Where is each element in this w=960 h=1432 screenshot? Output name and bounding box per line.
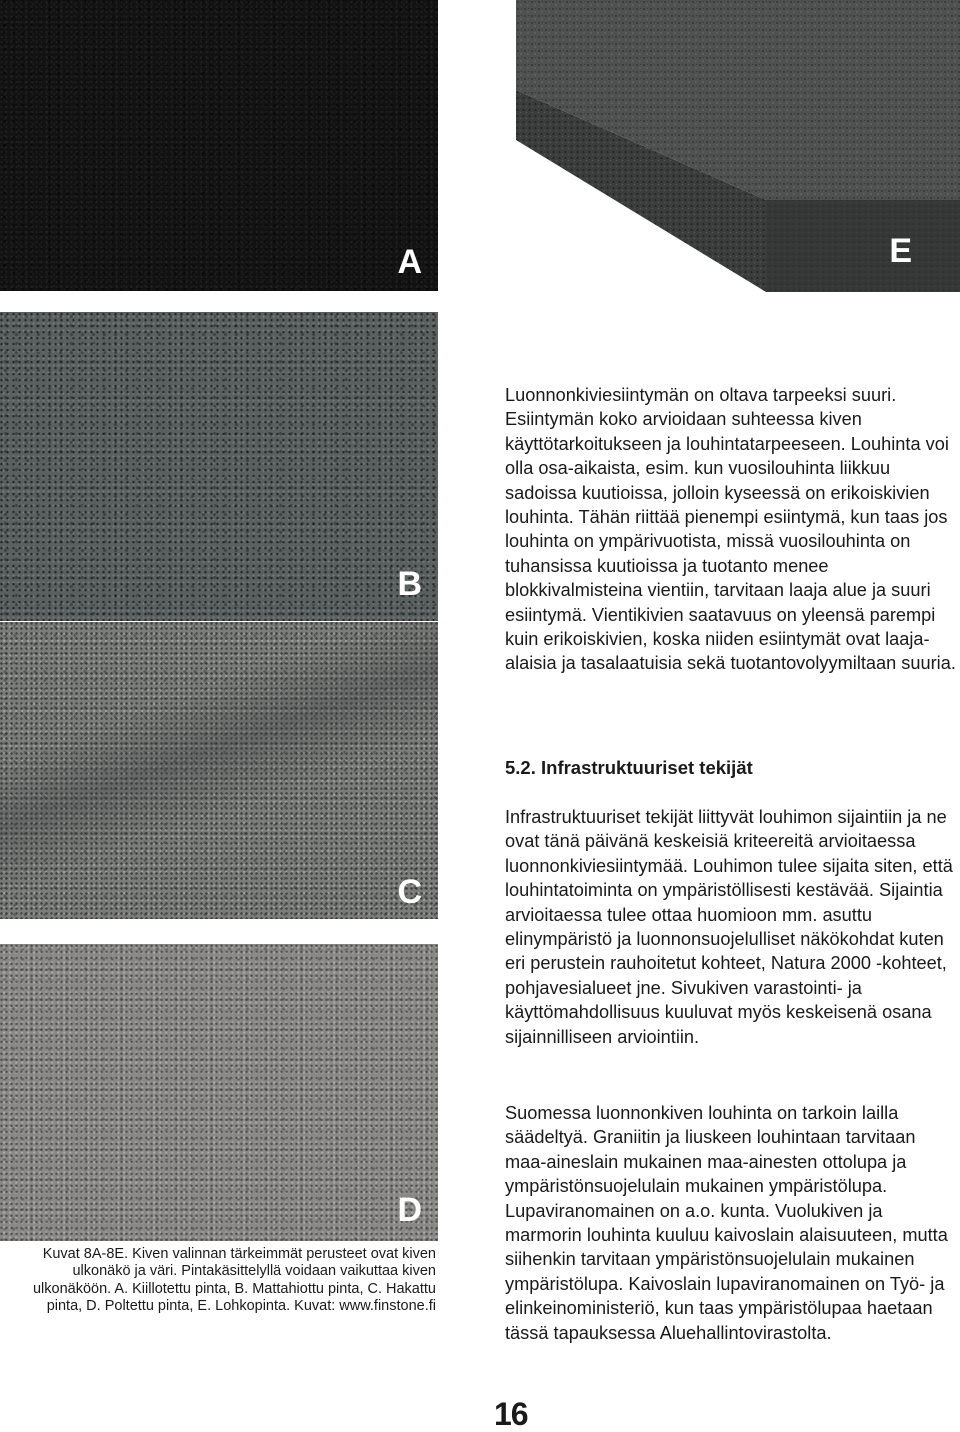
body-paragraph-1: Luonnonkiviesiintymän on oltava tarpeeksi suuri. Esiintymän koko arvioidaan suhteessa kiven käyttötarkoitukseen ja louhintatarpeeseen. Louhinta voi olla osa-aikaista, esim. kun vuosilouhinta liikkuu sadoissa kuutioissa, jolloin kyseessä on erikoiskivien louhinta. Tähän riittää pienempi esiintymä, kun taas jos louhinta on ympärivuotista, missä vuosilouhinta on tuhansissa kuutioissa ja tuotanto menee blokkivalmisteina vientiin, tarvitaan laaja alue ja suuri esiintymä. Vientikivien saatavuus on yleensä parempi kuin erikoiskivien, koska niiden esiintymät ovat laaja-alaisia ja tasalaatuisia sekä tuotantovolyymiltaan suuria. [505,385,956,674]
photo-label-a: A [397,243,422,281]
photo-label-e: E [889,232,912,270]
stone-photo-bush-hammered [0,622,438,919]
section-heading: 5.2. Infrastruktuuriset tekijät [505,757,753,778]
stone-photo-polished [0,0,438,291]
figure-caption: Kuvat 8A-8E. Kiven valinnan tärkeimmät perusteet ovat kiven ulkonäkö ja väri. Pintakäsittelyllä voidaan vaikuttaa kiven ulkonäköön. A. Kiillotettu pinta, B. Mattahiottu pinta, C. Hakattu pinta, D. Poltettu pinta, E. Lohkopinta. Kuvat: www.finstone.fi [32,1246,436,1315]
stone-photo-split-face [516,0,960,292]
stone-photo-honed [0,312,438,621]
photo-label-d: D [397,1191,422,1229]
page-number: 16 [494,1396,528,1432]
photo-label-c: C [397,873,422,911]
body-paragraph-2: Infrastruktuuriset tekijät liittyvät louhimon sijaintiin ja ne ovat tänä päivänä keskeisiä kriteereitä arvioitaessa luonnonkiviesiintymää. Louhimon tulee sijaita siten, että louhintatoiminta on ympäristöllisesti kestävää. Sijaintia arvioitaessa tulee ottaa huomioon mm. asuttu elinympäristö ja luonnonsuojelulliset näkökohdat kuten eri perustein rauhoitetut kohteet, Natura 2000 -kohteet, pohjavesialueet jne. Sivukiven varastointi- ja käyttömahdollisuus kuuluvat myös keskeisenä osana sijainnilliseen arviointiin. [505,807,953,1047]
stone-photo-flamed [0,944,438,1241]
photo-label-b: B [397,565,422,603]
body-paragraph-3: Suomessa luonnonkiven louhinta on tarkoin lailla säädeltyä. Graniitin ja liuskeen louhintaan tarvitaan maa-aineslain mukainen maa-ainesten ottolupa ja ympäristönsuojelulain mukainen ympäristölupa. Lupaviranomainen on a.o. kunta. Vuolukiven ja marmorin louhinta kuuluu kaivoslain alaisuuteen, mutta siihenkin tarvitaan ympäristönsuojelulain mukainen ympäristölupa. Kaivoslain lupaviranomainen on Työ- ja elinkeinoministeriö, kun taas ympäristölupaa haetaan tässä tapauksessa Aluehallintovirastolta. [505,1103,948,1343]
